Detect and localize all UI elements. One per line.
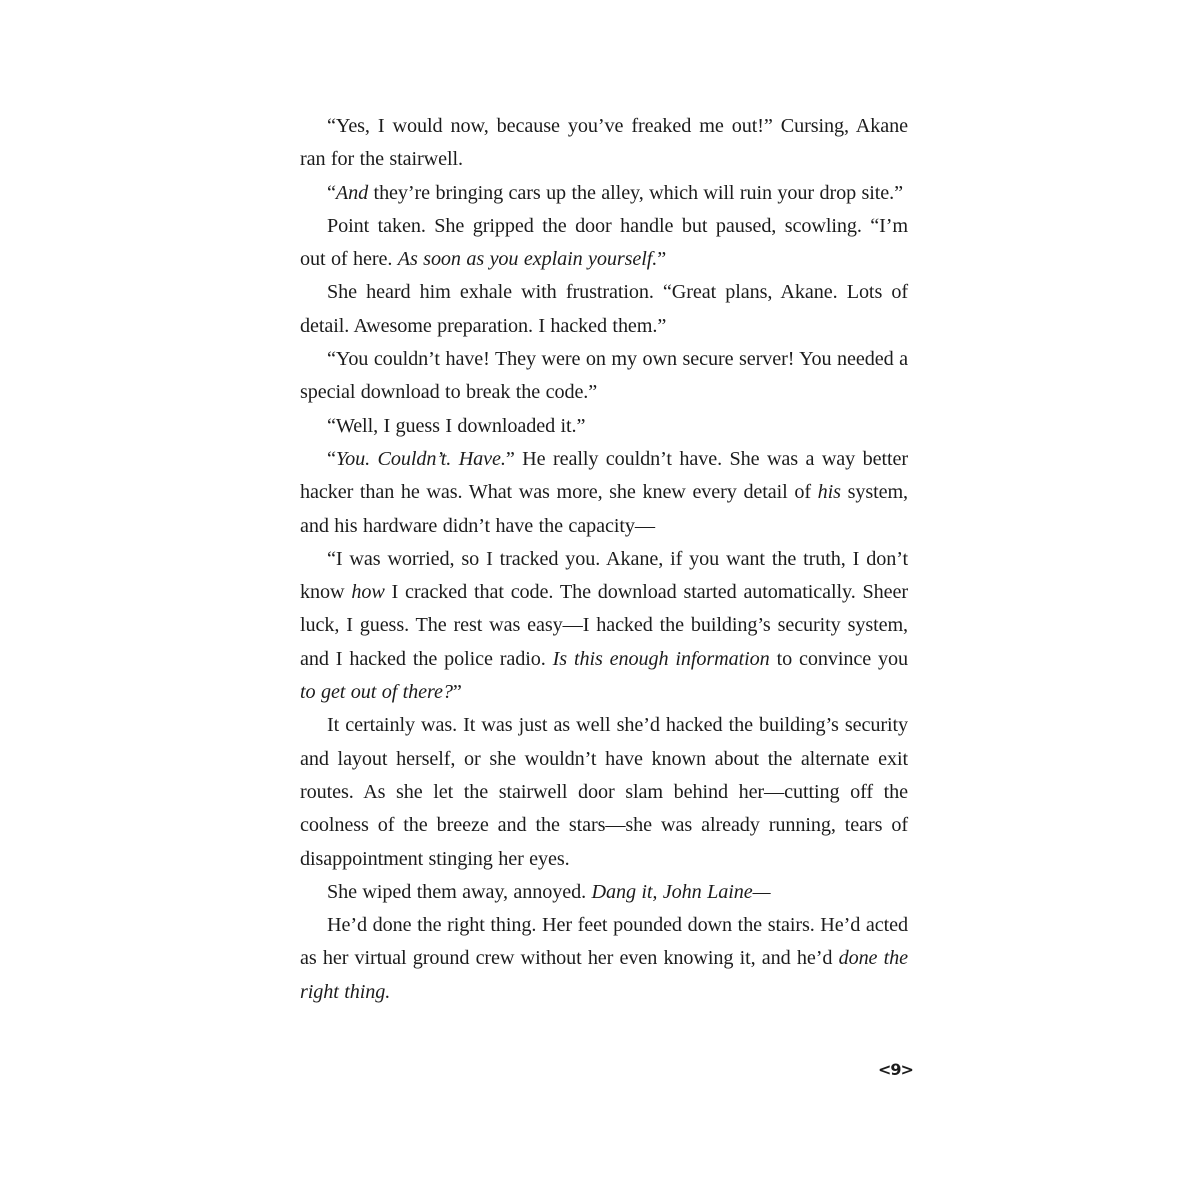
- italic-text: And: [335, 181, 369, 204]
- italic-text: Dang it, John Laine—: [591, 880, 771, 903]
- italic-text: Is this enough information: [552, 647, 770, 670]
- text-run: “: [327, 447, 336, 470]
- italic-text: As soon as you explain yourself.: [397, 248, 658, 271]
- italic-text: how: [351, 581, 385, 604]
- text-run: She heard him exhale with frustration. “Great plans, Akane. Lots of detail. Awesome preparation. I hacked them.”: [300, 281, 908, 337]
- paragraph: [300, 443, 908, 543]
- paragraph: [300, 177, 908, 210]
- text-run: “Yes, I would now, because you’ve freaked me out!” Cursing, Akane ran for the stairwell.: [300, 115, 908, 171]
- paragraph: [300, 410, 908, 443]
- text-run: “You couldn’t have! They were on my own secure server! You needed a special download to break the code.”: [300, 348, 908, 404]
- text-run: He’d done the right thing. Her feet pounded down the stairs. He’d acted as her virtual ground crew without her even knowing it, and he’d: [300, 914, 908, 970]
- italic-text: done the right thing.: [300, 947, 909, 1003]
- text-run: “Well, I guess I downloaded it.”: [327, 414, 586, 437]
- paragraph: [300, 110, 908, 177]
- page-number: <9>: [878, 1060, 913, 1079]
- page-body: [300, 110, 908, 1009]
- text-run: “I was worried, so I tracked you. Akane, if you want the truth, I don’t know: [300, 547, 908, 604]
- text-run: “: [327, 181, 336, 204]
- paragraph: [300, 543, 908, 709]
- text-run: She wiped them away, annoyed.: [327, 880, 592, 903]
- italic-text: You. Couldn’t. Have.: [335, 447, 506, 470]
- text-run: It certainly was. It was just as well she’d hacked the building’s security and layout herself, or she wouldn’t have known about the alternate exit routes. As she let the stairwell door slam behind her—cutting off the coolness of the breeze and the stars—she was already running, tears of disappointment stinging her eyes.: [300, 714, 908, 870]
- italic-text: to get out of there?: [300, 681, 453, 704]
- text-run: ”: [657, 248, 667, 271]
- text-run: ”: [452, 681, 462, 704]
- paragraph: [300, 709, 908, 875]
- paragraph: [300, 876, 908, 909]
- text-run: to convince you: [769, 647, 908, 670]
- paragraph: [300, 276, 908, 343]
- italic-text: his: [817, 481, 841, 504]
- text-run: Point taken. She gripped the door handle but paused, scowling. “I’m out of here.: [300, 214, 908, 271]
- text-run: they’re bringing cars up the alley, which will ruin your drop site.”: [368, 181, 903, 204]
- paragraph: [300, 343, 908, 410]
- text-run: system, and his hardware didn’t have the capacity—: [300, 481, 908, 537]
- paragraph: [300, 909, 908, 1009]
- paragraph: [300, 210, 908, 277]
- text-run: ” He really couldn’t have. She was a way better hacker than he was. What was more, she knew every detail of: [300, 447, 908, 504]
- text-run: I cracked that code. The download started automatically. Sheer luck, I guess. The rest was easy—I hacked the building’s security system, and I hacked the police radio.: [300, 581, 908, 670]
